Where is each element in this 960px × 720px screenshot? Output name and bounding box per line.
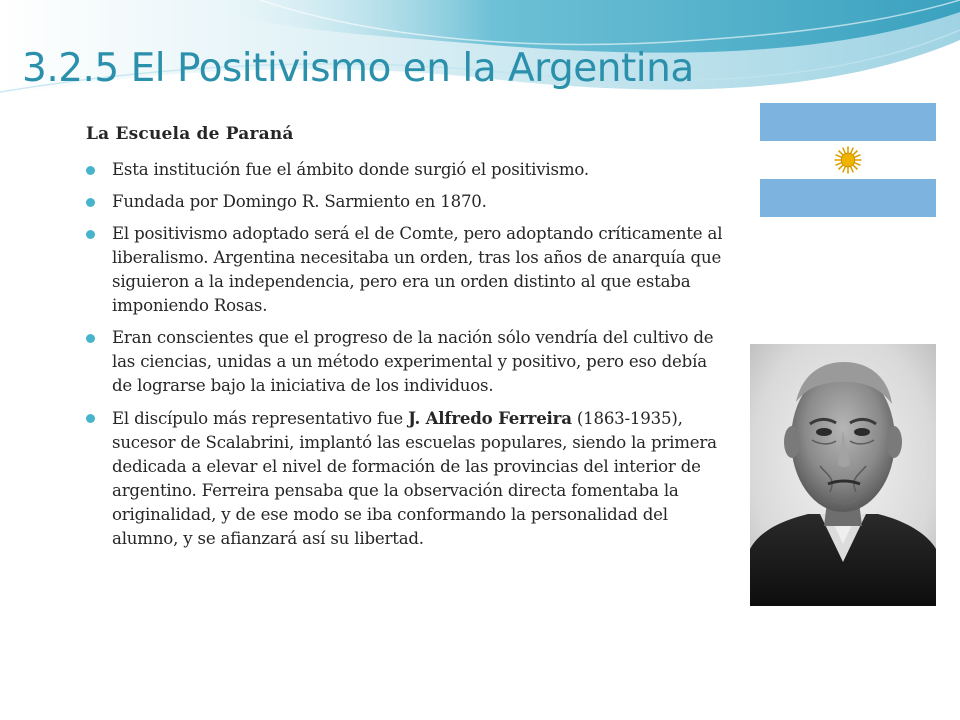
bullet-text: Eran conscientes que el progreso de la nación sólo vendría del cultivo de las ciencias, unidas a un método experimental y positivo, pero eso debía de lograrse bajo la iniciativa de los individuos. xyxy=(112,328,714,395)
bullet-text-end: (1863-1935), sucesor de Scalabrini, implantó las escuelas populares, siendo la primera dedicada a elevar el nivel de formación de las provincias del interior de argentino. Ferreira pensaba que la observación directa fomentaba la originalidad, y de ese modo se iba conformando la personalidad del alumno, y se afianzará así su libertad. xyxy=(112,409,717,548)
bullet-text: Esta institución fue el ámbito donde surgió el positivismo. xyxy=(112,160,589,179)
slide-body xyxy=(86,124,726,559)
bullet-dot-icon xyxy=(86,198,95,207)
slide-title: 3.2.5 El Positivismo en la Argentina xyxy=(22,46,694,91)
flag-top-stripe xyxy=(760,103,936,141)
bullet-dot-icon xyxy=(86,166,95,175)
argentina-flag-image xyxy=(760,103,936,217)
sun-of-may-icon xyxy=(834,146,862,174)
bullet-item xyxy=(86,190,726,214)
subtitle: La Escuela de Paraná xyxy=(86,124,294,144)
bullet-dot-icon xyxy=(86,230,95,239)
bullet-item xyxy=(86,158,726,182)
bullet-dot-icon xyxy=(86,334,95,343)
sarmiento-portrait-photo xyxy=(750,344,936,606)
bullet-item xyxy=(86,406,726,551)
flag-bottom-stripe xyxy=(760,179,936,217)
bullet-dot-icon xyxy=(86,414,95,423)
bullet-text: Fundada por Domingo R. Sarmiento en 1870. xyxy=(112,192,487,211)
ferreira-name: J. Alfredo Ferreira xyxy=(408,408,572,428)
bullet-item xyxy=(86,326,726,398)
bullet-item xyxy=(86,222,726,318)
bullet-text-start: El discípulo más representativo fue xyxy=(112,409,409,428)
bullet-text: El positivismo adoptado será el de Comte, pero adoptando críticamente al liberalismo. Argentina necesitaba un orden, tras los años de anarquía que siguieron a la independencia, pero era un orden distinto al que estaba imponiendo Rosas. xyxy=(112,224,723,315)
bullet-list xyxy=(86,158,726,551)
